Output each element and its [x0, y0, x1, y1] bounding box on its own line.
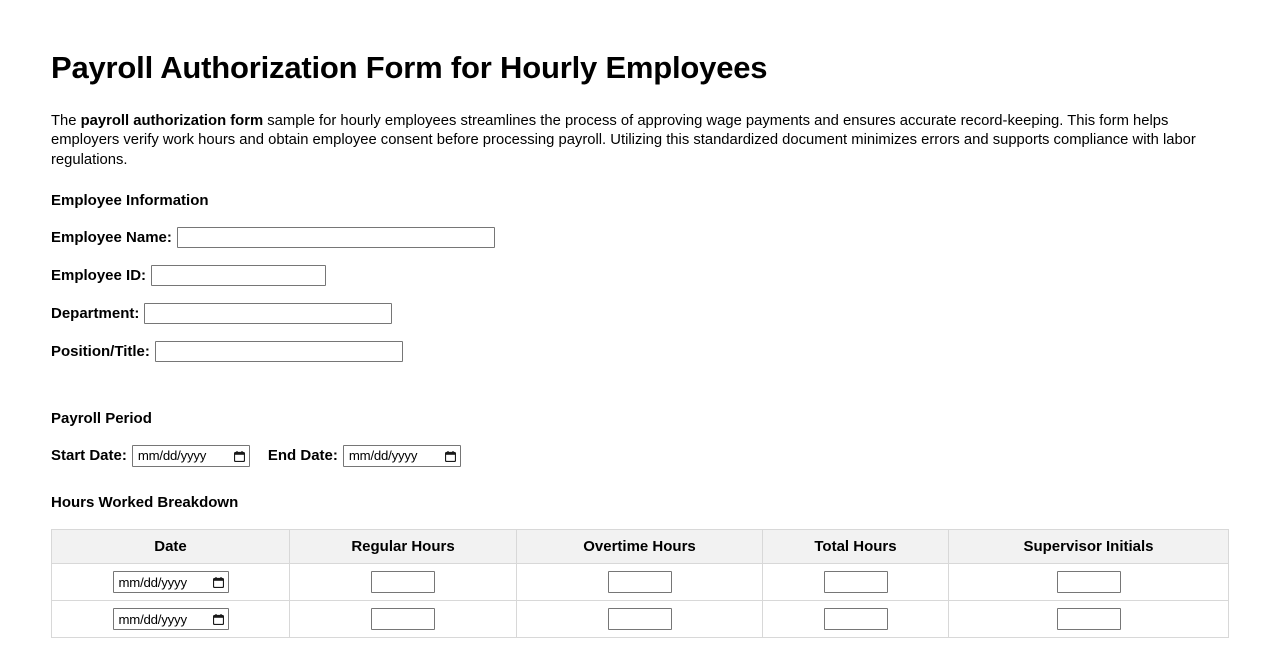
cell-overtime-hours [517, 601, 763, 638]
row-date-placeholder: mm/dd/yyyy [118, 611, 187, 627]
position-title-label: Position/Title: [51, 342, 150, 360]
field-row-department [51, 303, 1228, 324]
section-heading-hours-worked-breakdown: Hours Worked Breakdown [51, 494, 239, 512]
table-row [52, 564, 1229, 601]
end-date-label: End Date: [267, 447, 338, 465]
page-title: Payroll Authorization Form for Hourly Employees [51, 50, 768, 85]
row-date-placeholder: mm/dd/yyyy [118, 574, 187, 590]
field-row-payroll-period-dates [51, 445, 1228, 467]
overtime-hours-input[interactable] [608, 571, 672, 593]
field-row-position-title [51, 341, 1228, 362]
column-header-overtime-hours: Overtime Hours [517, 530, 763, 564]
table-header-row [52, 530, 1229, 564]
regular-hours-input[interactable] [371, 608, 435, 630]
intro-bold-phrase: payroll authorization form [80, 112, 264, 129]
overtime-hours-input[interactable] [608, 608, 672, 630]
intro-paragraph [51, 112, 1219, 171]
calendar-icon[interactable] [445, 451, 456, 462]
column-header-total-hours: Total Hours [763, 530, 949, 564]
section-spacer [51, 362, 1228, 388]
intro-text-part-1: The [51, 112, 81, 129]
employee-name-input[interactable] [177, 227, 495, 248]
column-header-date: Date [52, 530, 290, 564]
row-date-input[interactable] [113, 608, 229, 630]
total-hours-input[interactable] [824, 571, 888, 593]
field-row-employee-name [51, 227, 1228, 248]
end-date-placeholder: mm/dd/yyyy [348, 448, 418, 464]
intro-text-part-2: sample for hourly employees streamlines the process of approving wage payments and ensures accurate record-keeping. This form helps employers verify work hours and obtain employee consent before processing payroll. Utilizing this standardized document minimizes errors and supports compliance with labor regulations. [51, 112, 1196, 168]
department-label: Department: [51, 304, 140, 322]
regular-hours-input[interactable] [371, 571, 435, 593]
cell-total-hours [763, 564, 949, 601]
cell-supervisor-initials [949, 564, 1229, 601]
total-hours-input[interactable] [824, 608, 888, 630]
department-input[interactable] [144, 303, 392, 324]
employee-id-label: Employee ID: [51, 266, 147, 284]
row-date-input[interactable] [113, 571, 229, 593]
cell-regular-hours [290, 564, 517, 601]
employee-name-label: Employee Name: [51, 228, 172, 246]
start-date-input[interactable] [132, 445, 250, 467]
start-date-label: Start Date: [51, 447, 127, 465]
position-title-input[interactable] [155, 341, 403, 362]
column-header-regular-hours: Regular Hours [290, 530, 517, 564]
calendar-icon[interactable] [213, 614, 224, 625]
table-row [52, 601, 1229, 638]
field-row-employee-id [51, 265, 1228, 286]
hours-worked-table [51, 529, 1229, 638]
cell-date [52, 601, 290, 638]
section-heading-payroll-period: Payroll Period [51, 410, 152, 428]
end-date-input[interactable] [343, 445, 461, 467]
supervisor-initials-input[interactable] [1057, 571, 1121, 593]
supervisor-initials-input[interactable] [1057, 608, 1121, 630]
calendar-icon[interactable] [234, 451, 245, 462]
section-heading-employee-information: Employee Information [51, 192, 209, 210]
cell-supervisor-initials [949, 601, 1229, 638]
cell-overtime-hours [517, 564, 763, 601]
cell-date [52, 564, 290, 601]
cell-regular-hours [290, 601, 517, 638]
employee-id-input[interactable] [151, 265, 326, 286]
start-date-placeholder: mm/dd/yyyy [137, 448, 207, 464]
cell-total-hours [763, 601, 949, 638]
column-header-supervisor-initials: Supervisor Initials [949, 530, 1229, 564]
calendar-icon[interactable] [213, 577, 224, 588]
